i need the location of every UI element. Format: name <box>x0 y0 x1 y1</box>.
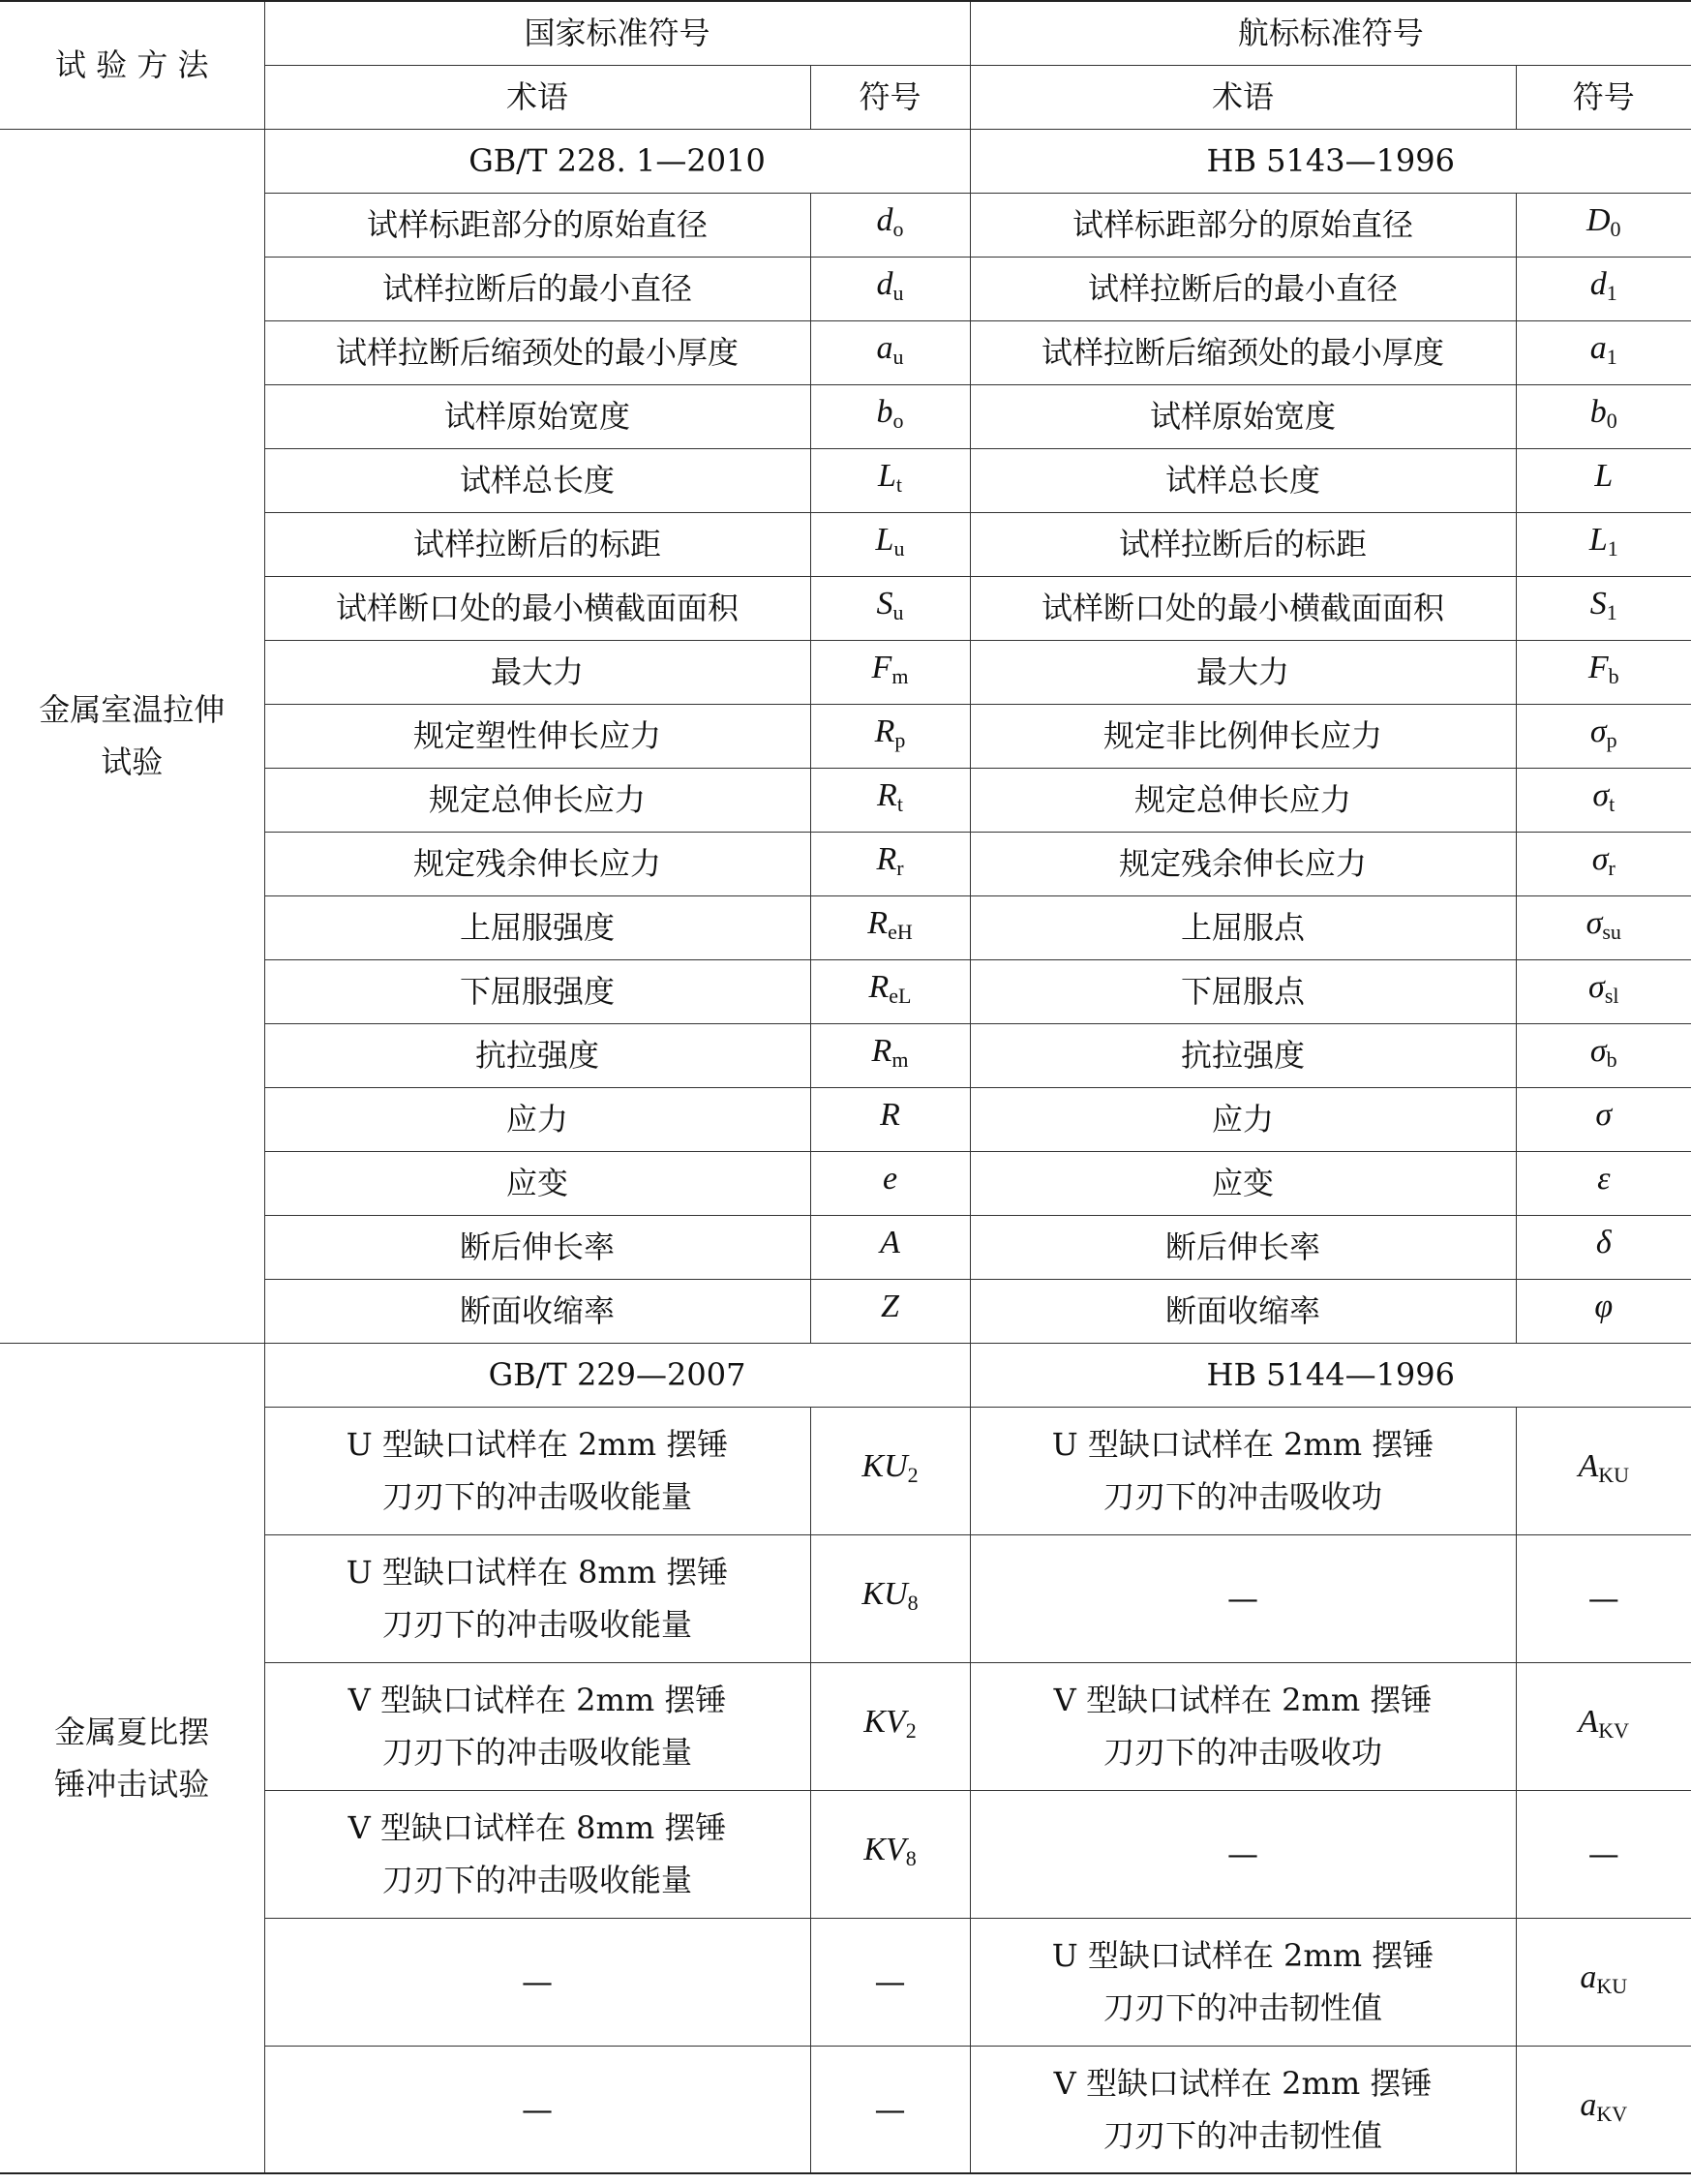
hb-term-cell: 试样断口处的最小横截面面积 <box>970 576 1516 640</box>
hb-term-cell <box>970 1790 1516 1918</box>
gb-symbol-main: S <box>876 586 893 622</box>
gb-symbol-cell <box>810 1918 970 2046</box>
gb-symbol-main: R <box>876 841 897 877</box>
hb-symbol-main: δ <box>1595 1225 1612 1260</box>
gb-symbol-main: R <box>867 905 889 941</box>
gb-symbol-main: d <box>876 266 893 302</box>
gb-term-cell: 试样拉断后的最小直径 <box>264 257 810 320</box>
tensile-method-cell <box>0 129 264 1343</box>
gb-symbol <box>867 904 913 944</box>
gb-symbol <box>883 1160 897 1197</box>
hb-symbol-cell <box>1516 1279 1691 1343</box>
hb-term-cell: 断后伸长率 <box>970 1215 1516 1279</box>
gb-term-cell: 抗拉强度 <box>264 1023 810 1087</box>
gb-symbol-sub: m <box>891 664 909 688</box>
hb-term-cell: 试样拉断后的标距 <box>970 512 1516 576</box>
hb-term-cell: 试样原始宽度 <box>970 384 1516 448</box>
hb-symbol <box>1589 329 1617 369</box>
gb-symbol <box>876 840 904 880</box>
gb-term-cell <box>264 1662 810 1790</box>
hb-symbol <box>1591 840 1616 880</box>
gb-term-dash: — <box>522 1963 553 2000</box>
gb-symbol <box>881 1288 899 1324</box>
hb-term-cell: 上屈服点 <box>970 895 1516 959</box>
hb-symbol-cell <box>1516 1151 1691 1215</box>
gb-symbol-cell <box>810 1407 970 1534</box>
hb-symbol-main: F <box>1587 650 1609 685</box>
hb-term-cell: 规定非比例伸长应力 <box>970 704 1516 768</box>
gb-symbol-main: KU <box>861 1576 908 1612</box>
gb-symbol-sub: o <box>892 217 904 241</box>
hb-symbol-sub: r <box>1608 856 1616 880</box>
gb-symbol-cell <box>810 704 970 768</box>
hb-term-cell <box>970 1918 1516 2046</box>
gb-symbol <box>880 1224 900 1260</box>
gb-symbol-main: L <box>877 458 896 494</box>
gb-symbol-sub: eL <box>889 984 912 1008</box>
gb-symbol-cell <box>810 512 970 576</box>
header-row-1 <box>0 1 1691 65</box>
hb-symbol-main: L <box>1588 522 1608 558</box>
hb-symbol-cell <box>1516 448 1691 512</box>
hb-symbol <box>1589 713 1617 752</box>
hb-symbol-cell <box>1516 1215 1691 1279</box>
gb-symbol <box>861 1575 919 1615</box>
hb-symbol-main: σ <box>1592 777 1610 813</box>
impact-method-line1: 金属夏比摆 <box>54 1713 210 1750</box>
gb-symbol-cell <box>810 832 970 895</box>
gb-term-cell: 下屈服强度 <box>264 959 810 1023</box>
tensile-hb-standard: HB 5143—1996 <box>970 129 1691 193</box>
gb-term-cell <box>264 1407 810 1534</box>
hb-symbol-sub: KU <box>1596 1974 1628 1998</box>
hb-term-cell: 规定总伸长应力 <box>970 768 1516 832</box>
hb-symbol-main: a <box>1580 1959 1597 1995</box>
gb-symbol <box>876 329 904 369</box>
hb-symbol-sub: b <box>1606 1047 1617 1072</box>
hb-symbol-main: ε <box>1597 1161 1611 1197</box>
gb-symbol-sub: o <box>892 409 904 433</box>
gb-term-cell: 试样总长度 <box>264 448 810 512</box>
gb-symbol <box>876 201 904 241</box>
hb-symbol <box>1597 1160 1610 1197</box>
hb-term-cell: 断面收缩率 <box>970 1279 1516 1343</box>
hb-symbol-cell <box>1516 1023 1691 1087</box>
hb-symbol-sub: 0 <box>1610 217 1621 241</box>
hb-symbol-sub: KV <box>1598 1718 1630 1743</box>
hb-symbol <box>1589 1032 1617 1072</box>
hb-symbol-cell <box>1516 832 1691 895</box>
gb-symbol-main: KV <box>863 1704 906 1740</box>
gb-symbol-cell <box>810 768 970 832</box>
hb-symbol-main: D <box>1585 202 1611 238</box>
hb-symbol <box>1587 649 1619 688</box>
gb-term-cell: 规定残余伸长应力 <box>264 832 810 895</box>
gb-symbol <box>863 1703 917 1743</box>
gb-symbol-cell <box>810 257 970 320</box>
hb-symbol-main: σ <box>1589 713 1607 749</box>
hb-term-line2: 刀刃下的冲击韧性值 <box>1103 2116 1383 2154</box>
gb-symbol <box>880 1096 900 1133</box>
header-method: 试 验 方 法 <box>0 1 264 129</box>
gb-symbol-cell <box>810 895 970 959</box>
gb-term-cell: 断后伸长率 <box>264 1215 810 1279</box>
hb-symbol-main: σ <box>1591 841 1609 877</box>
hb-symbol-cell <box>1516 1662 1691 1790</box>
hb-symbol-cell <box>1516 1087 1691 1151</box>
hb-symbol-dash: — <box>1587 1835 1619 1872</box>
hb-term-cell: 抗拉强度 <box>970 1023 1516 1087</box>
gb-symbol-sub: p <box>894 728 906 752</box>
gb-term-cell: 试样拉断后的标距 <box>264 512 810 576</box>
gb-symbol-sub: u <box>893 536 905 561</box>
gb-symbol-sub: 2 <box>907 1463 919 1487</box>
gb-term-line2: 刀刃下的冲击吸收能量 <box>381 1606 692 1643</box>
impact-hb-standard: HB 5144—1996 <box>970 1343 1691 1407</box>
gb-symbol-cell <box>810 1662 970 1790</box>
hb-symbol-cell <box>1516 1407 1691 1534</box>
gb-term-cell: 规定塑性伸长应力 <box>264 704 810 768</box>
hb-symbol-sub: b <box>1608 664 1619 688</box>
gb-symbol-cell <box>810 193 970 257</box>
hb-term-line1: U 型缺口试样在 2mm 摆锤 <box>1051 1937 1434 1974</box>
gb-symbol-sub: m <box>891 1047 909 1072</box>
hb-symbol-cell <box>1516 512 1691 576</box>
header-gb-symbol: 符号 <box>810 65 970 129</box>
header-gb-group: 国家标准符号 <box>264 1 970 65</box>
gb-term-cell: 应力 <box>264 1087 810 1151</box>
hb-symbol <box>1580 2086 1628 2126</box>
hb-symbol-cell <box>1516 193 1691 257</box>
hb-term-cell <box>970 1662 1516 1790</box>
gb-symbol <box>874 713 906 752</box>
gb-symbol-sub: u <box>892 345 904 369</box>
hb-term-cell <box>970 2046 1516 2173</box>
hb-term-cell <box>970 1407 1516 1534</box>
impact-gb-standard: GB/T 229—2007 <box>264 1343 970 1407</box>
tensile-method-line2: 试验 <box>101 743 164 780</box>
gb-symbol-cell <box>810 1534 970 1662</box>
hb-symbol-cell <box>1516 2046 1691 2173</box>
table-body <box>0 1 1691 2173</box>
hb-symbol-sub: t <box>1609 792 1616 816</box>
gb-symbol-dash: — <box>874 2090 906 2128</box>
hb-symbol-dash: — <box>1587 1580 1619 1617</box>
gb-term-line1: U 型缺口试样在 2mm 摆锤 <box>346 1426 729 1463</box>
hb-symbol-sub: 1 <box>1606 281 1617 305</box>
gb-symbol <box>876 393 904 433</box>
hb-symbol-main: φ <box>1594 1289 1614 1324</box>
gb-term-cell <box>264 2046 810 2173</box>
hb-symbol-main: σ <box>1588 969 1605 1005</box>
hb-symbol-main: A <box>1578 1448 1599 1484</box>
hb-term-cell: 试样标距部分的原始直径 <box>970 193 1516 257</box>
hb-term-line2: 刀刃下的冲击吸收功 <box>1103 1478 1383 1515</box>
hb-symbol <box>1585 904 1621 944</box>
gb-term-line2: 刀刃下的冲击吸收能量 <box>381 1862 692 1898</box>
gb-term-cell: 规定总伸长应力 <box>264 768 810 832</box>
hb-symbol-main: S <box>1589 586 1607 622</box>
gb-symbol-main: L <box>875 522 894 558</box>
gb-symbol <box>877 776 903 816</box>
gb-symbol <box>875 521 905 561</box>
hb-symbol <box>1585 201 1621 241</box>
gb-symbol-cell <box>810 640 970 704</box>
gb-symbol-sub: u <box>892 281 904 305</box>
gb-term-cell <box>264 1534 810 1662</box>
gb-symbol <box>868 968 912 1008</box>
gb-symbol-cell <box>810 1215 970 1279</box>
hb-symbol <box>1578 1703 1630 1743</box>
hb-term-cell: 最大力 <box>970 640 1516 704</box>
gb-term-line2: 刀刃下的冲击吸收能量 <box>381 1734 692 1771</box>
gb-term-cell: 断面收缩率 <box>264 1279 810 1343</box>
gb-symbol-main: R <box>877 777 897 813</box>
gb-symbol-cell <box>810 1023 970 1087</box>
gb-term-line1: U 型缺口试样在 8mm 摆锤 <box>346 1554 729 1591</box>
hb-symbol <box>1580 1958 1628 1998</box>
hb-symbol-main: σ <box>1585 905 1603 941</box>
gb-symbol <box>877 457 903 497</box>
hb-symbol-sub: KU <box>1598 1463 1630 1487</box>
hb-symbol-cell <box>1516 704 1691 768</box>
gb-term-cell: 最大力 <box>264 640 810 704</box>
impact-method-cell <box>0 1343 264 2173</box>
hb-symbol <box>1588 968 1619 1008</box>
header-hb-symbol: 符号 <box>1516 65 1691 129</box>
gb-term-cell <box>264 1918 810 2046</box>
hb-symbol <box>1594 1288 1613 1324</box>
header-hb-group: 航标标准符号 <box>970 1 1691 65</box>
gb-symbol-main: F <box>871 650 892 685</box>
gb-symbol-main: b <box>876 394 893 430</box>
hb-symbol-main: σ <box>1589 1033 1607 1069</box>
gb-term-cell: 应变 <box>264 1151 810 1215</box>
hb-symbol-sub: 1 <box>1607 536 1618 561</box>
gb-symbol-main: R <box>868 969 890 1005</box>
hb-symbol <box>1592 776 1616 816</box>
gb-symbol-main: R <box>880 1097 900 1133</box>
gb-term-line1: V 型缺口试样在 8mm 摆锤 <box>347 1809 727 1846</box>
gb-term-dash: — <box>522 2090 553 2128</box>
gb-symbol <box>877 585 904 622</box>
hb-term-line1: V 型缺口试样在 2mm 摆锤 <box>1053 2064 1433 2102</box>
gb-symbol-main: Z <box>881 1289 899 1324</box>
hb-symbol <box>1589 265 1617 305</box>
gb-symbol <box>871 1032 909 1072</box>
gb-symbol-sub: u <box>892 600 904 624</box>
gb-symbol <box>871 649 909 688</box>
hb-term-cell: 下屈服点 <box>970 959 1516 1023</box>
gb-symbol-main: e <box>882 1161 898 1197</box>
hb-symbol-main: σ <box>1595 1097 1613 1133</box>
gb-symbol-cell <box>810 576 970 640</box>
hb-symbol-main: L <box>1594 458 1614 494</box>
gb-symbol-cell <box>810 2046 970 2173</box>
gb-symbol-cell <box>810 320 970 384</box>
header-hb-term: 术语 <box>970 65 1516 129</box>
gb-term-cell: 试样标距部分的原始直径 <box>264 193 810 257</box>
hb-symbol-main: a <box>1589 330 1607 366</box>
hb-symbol-sub: KV <box>1596 2101 1628 2126</box>
gb-symbol-sub: t <box>895 472 903 497</box>
gb-symbol-main: A <box>880 1225 900 1260</box>
hb-symbol-cell <box>1516 768 1691 832</box>
hb-symbol-cell <box>1516 576 1691 640</box>
hb-symbol-main: d <box>1589 266 1607 302</box>
hb-symbol-cell <box>1516 1790 1691 1918</box>
gb-symbol-cell <box>810 959 970 1023</box>
gb-symbol-cell <box>810 1087 970 1151</box>
gb-symbol-cell <box>810 1279 970 1343</box>
hb-term-line1: V 型缺口试样在 2mm 摆锤 <box>1053 1682 1433 1718</box>
hb-symbol <box>1589 393 1617 433</box>
gb-symbol-cell <box>810 384 970 448</box>
hb-term-line2: 刀刃下的冲击吸收功 <box>1103 1734 1383 1771</box>
hb-term-cell: 试样拉断后缩颈处的最小厚度 <box>970 320 1516 384</box>
hb-symbol-cell <box>1516 257 1691 320</box>
hb-term-line1: U 型缺口试样在 2mm 摆锤 <box>1051 1426 1434 1463</box>
gb-symbol-cell <box>810 1790 970 1918</box>
gb-term-cell: 试样断口处的最小横截面面积 <box>264 576 810 640</box>
gb-symbol-main: a <box>876 330 893 366</box>
hb-symbol-cell <box>1516 1918 1691 2046</box>
hb-symbol <box>1578 1447 1630 1487</box>
gb-symbol-main: KV <box>863 1832 906 1867</box>
gb-symbol-main: KU <box>861 1448 908 1484</box>
hb-symbol-sub: p <box>1606 728 1617 752</box>
hb-symbol-cell <box>1516 640 1691 704</box>
gb-symbol-sub: 2 <box>905 1718 917 1743</box>
gb-symbol <box>863 1831 917 1870</box>
hb-symbol-cell <box>1516 320 1691 384</box>
gb-term-cell <box>264 1790 810 1918</box>
hb-symbol-sub: sl <box>1604 984 1619 1008</box>
hb-symbol-cell <box>1516 959 1691 1023</box>
tensile-standard-row <box>0 129 1691 193</box>
hb-symbol-main: b <box>1589 394 1607 430</box>
gb-symbol-cell <box>810 448 970 512</box>
hb-term-dash: — <box>1227 1835 1259 1872</box>
gb-symbol-sub: t <box>896 792 903 816</box>
gb-term-cell: 上屈服强度 <box>264 895 810 959</box>
hb-symbol-sub: su <box>1602 920 1621 944</box>
gb-symbol <box>876 265 904 305</box>
hb-term-dash: — <box>1227 1580 1259 1617</box>
tensile-method-line1: 金属室温拉伸 <box>39 691 226 728</box>
gb-symbol-sub: 8 <box>905 1846 917 1870</box>
gb-symbol-main: d <box>876 202 893 238</box>
hb-term-cell: 试样总长度 <box>970 448 1516 512</box>
hb-symbol-cell <box>1516 384 1691 448</box>
hb-term-cell: 应变 <box>970 1151 1516 1215</box>
hb-term-cell: 规定残余伸长应力 <box>970 832 1516 895</box>
gb-symbol-sub: 8 <box>907 1591 919 1615</box>
hb-symbol <box>1588 521 1618 561</box>
gb-symbol <box>861 1447 919 1487</box>
hb-symbol-sub: 0 <box>1606 409 1617 433</box>
gb-term-line2: 刀刃下的冲击吸收能量 <box>381 1478 692 1515</box>
hb-term-cell: 试样拉断后的最小直径 <box>970 257 1516 320</box>
hb-symbol <box>1590 585 1617 622</box>
hb-term-line2: 刀刃下的冲击韧性值 <box>1103 1989 1383 2026</box>
gb-term-line1: V 型缺口试样在 2mm 摆锤 <box>347 1682 727 1718</box>
tensile-gb-standard: GB/T 228. 1—2010 <box>264 129 970 193</box>
hb-symbol-cell <box>1516 1534 1691 1662</box>
gb-symbol-cell <box>810 1151 970 1215</box>
impact-method-line2: 锤冲击试验 <box>54 1765 210 1803</box>
hb-symbol <box>1594 457 1613 494</box>
gb-symbol-sub: r <box>896 856 904 880</box>
impact-standard-row <box>0 1343 1691 1407</box>
gb-symbol-main: R <box>871 1033 892 1069</box>
gb-symbol-dash: — <box>874 1963 906 2000</box>
hb-symbol <box>1595 1096 1612 1133</box>
gb-term-cell: 试样原始宽度 <box>264 384 810 448</box>
gb-term-cell: 试样拉断后缩颈处的最小厚度 <box>264 320 810 384</box>
header-gb-term: 术语 <box>264 65 810 129</box>
hb-symbol <box>1596 1224 1612 1260</box>
hb-term-cell <box>970 1534 1516 1662</box>
hb-symbol-main: a <box>1580 2086 1597 2123</box>
hb-symbol-main: A <box>1578 1704 1599 1740</box>
hb-symbol-sub: 1 <box>1606 600 1617 624</box>
gb-symbol-main: R <box>874 713 895 749</box>
hb-symbol-cell <box>1516 895 1691 959</box>
hb-term-cell: 应力 <box>970 1087 1516 1151</box>
hb-symbol-sub: 1 <box>1606 345 1617 369</box>
gb-symbol-sub: eH <box>888 920 913 944</box>
